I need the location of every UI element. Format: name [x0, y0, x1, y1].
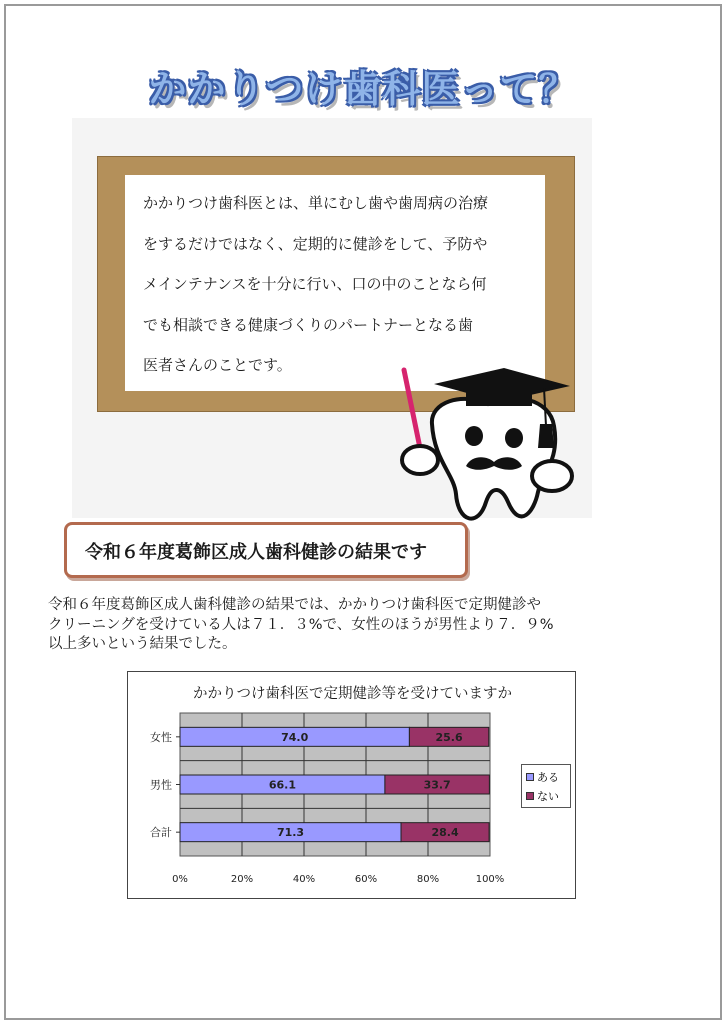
legend-swatch-yes	[526, 773, 534, 781]
data-label: 66.1	[268, 778, 297, 792]
category-label: 合計	[150, 826, 172, 840]
legend-swatch-no	[526, 792, 534, 800]
page-title: かかりつけ歯科医って？	[148, 67, 578, 111]
definition-line: かかりつけ歯科医とは、単にむし歯や歯周病の治療	[143, 194, 489, 212]
results-summary	[48, 596, 688, 655]
legend-item-yes	[526, 769, 559, 785]
summary-line: 以上多いという結果でした。	[48, 636, 237, 652]
x-tick-label: 20%	[230, 874, 254, 885]
tooth-mascot-icon	[392, 362, 592, 532]
chart-legend	[521, 764, 571, 808]
x-tick-label: 100%	[475, 874, 505, 885]
legend-label-no: ない	[537, 790, 559, 803]
data-label: 25.6	[435, 730, 463, 744]
definition-line: 医者さんのことです。	[143, 356, 292, 374]
x-tick-label: 0%	[172, 874, 188, 885]
summary-line: クリーニングを受けている人は７１．３%で、女性のほうが男性より７．９%	[48, 616, 554, 633]
bar-chart	[128, 672, 577, 900]
definition-line: をするだけではなく、定期的に健診をして、予防や	[143, 234, 488, 253]
chart-title: かかりつけ歯科医で定期健診等を受けていますか	[193, 686, 512, 702]
data-label: 28.4	[431, 826, 459, 840]
chart-container	[127, 671, 576, 899]
data-label: 74.0	[281, 730, 309, 744]
category-label: 女性	[150, 730, 172, 744]
legend-item-no	[526, 788, 559, 804]
legend-label-yes: ある	[537, 771, 559, 784]
results-heading	[64, 522, 468, 578]
definition-line: でも相談できる健康づくりのパートナーとなる歯	[143, 315, 474, 334]
x-tick-label: 60%	[354, 874, 378, 885]
blackboard-text-area	[125, 175, 545, 391]
data-label: 33.7	[423, 778, 451, 792]
results-heading-text: 令和６年度葛飾区成人歯科健診の結果です	[85, 542, 427, 563]
definition-line: メインテナンスを十分に行い、口の中のことなら何	[143, 275, 487, 293]
category-label: 男性	[150, 778, 172, 792]
x-tick-label: 40%	[292, 874, 316, 885]
x-tick-label: 80%	[416, 874, 440, 885]
data-label: 71.3	[276, 826, 305, 840]
summary-line: 令和６年度葛飾区成人歯科健診の結果では、かかりつけ歯科医で定期健診や	[48, 597, 541, 613]
